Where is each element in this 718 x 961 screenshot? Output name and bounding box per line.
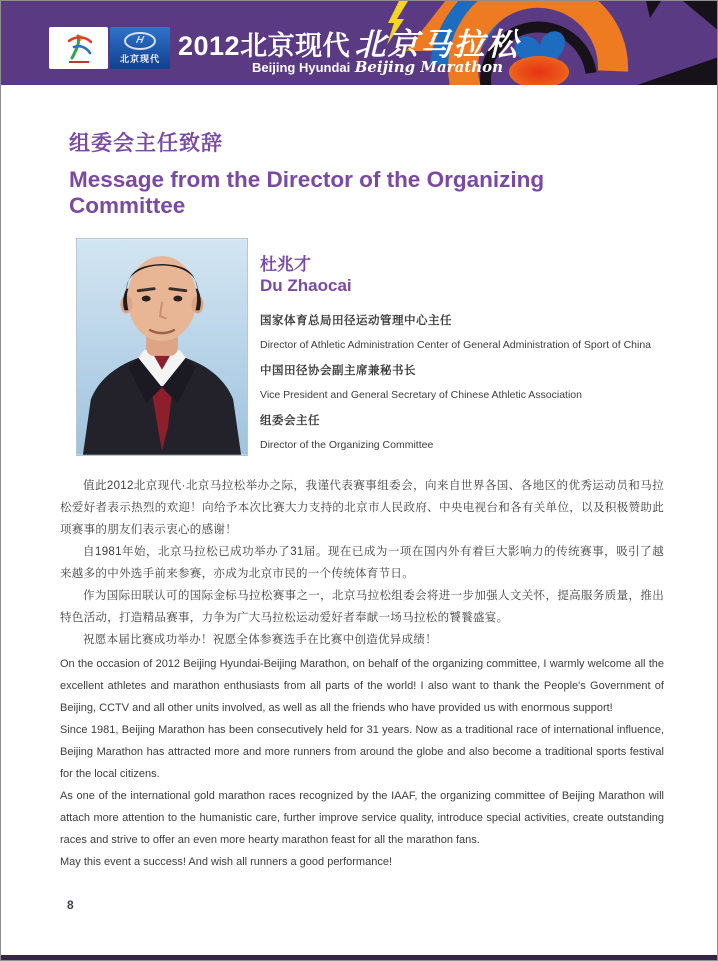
banner xyxy=(1,1,717,85)
event-subtitle-bold: Beijing Hyundai xyxy=(252,60,351,75)
hyundai-h-icon: H xyxy=(124,32,156,50)
paragraph: 值此2012北京现代·北京马拉松举办之际，我谨代表赛事组委会，向来自世界各国、各地区的优秀运动员和马拉松爱好者表示热烈的欢迎！向给予本次比赛大力支持的北京市人民政府、中央电视台和各有关单位，以及积极赞助此项赛事的朋友们表示衷心的感谢！ xyxy=(60,480,664,536)
director-name-english: Du Zhaocai xyxy=(260,276,352,295)
caa-athletics-figure-icon xyxy=(54,30,104,66)
paragraph: Since 1981, Beijing Marathon has been consecutively held for 31 years. Now as a traditional race of international influence, Beijing Marathon has attracted more and more runners from around the globe and also become a traditional sports festival for the local citizens. xyxy=(60,724,664,780)
heading-english: Message from the Director of the Organizing Committee xyxy=(69,167,545,218)
title-line: 中国田径协会副主席兼秘书长 xyxy=(260,365,416,377)
director-info xyxy=(260,238,651,462)
heading-chinese: 组委会主任致辞 xyxy=(69,132,223,155)
paragraph: 作为国际田联认可的国际金标马拉松赛事之一，北京马拉松组委会将进一步加强人文关怀，提高服务质量，推出特色活动，打造精品赛事，力争为广大马拉松运动爱好者奉献一场马拉松的饕餮盛宴。 xyxy=(60,590,664,624)
title-line: Vice President and General Secretary of Chinese Athletic Association xyxy=(260,389,582,401)
hyundai-logo-text: 北京现代 xyxy=(119,53,160,64)
message-english xyxy=(60,653,664,873)
message-chinese xyxy=(60,475,664,651)
caa-athletics-logo xyxy=(49,27,108,69)
title-line: Director of Athletic Administration Center of General Administration of Sport of China xyxy=(260,339,652,351)
director-portrait-photo xyxy=(76,238,248,456)
title-line: 组委会主任 xyxy=(260,415,320,427)
page-number: 8 xyxy=(67,898,74,912)
sponsor-logos xyxy=(49,27,170,69)
paragraph: 祝愿本届比赛成功举办！祝愿全体参赛选手在比赛中创造优异成绩！ xyxy=(83,634,437,646)
director-titles xyxy=(260,312,651,451)
title-line: Director of the Organizing Committee xyxy=(260,439,434,451)
event-title-main: 2012北京现代 xyxy=(178,31,351,61)
event-title-calligraphy: 北京马拉松 xyxy=(354,27,520,63)
paragraph: On the occasion of 2012 Beijing Hyundai-Beijing Marathon, on behalf of the organizing committee, I warmly welcome all the excellent athletes and marathon enthusiasts from all parts of the world! I also want to thank the People's Government of Beijing, CCTV and all other units involved, as well as all the friends who have provided us with enormous support! xyxy=(60,658,664,714)
hyundai-logo xyxy=(110,27,170,69)
paragraph: 自1981年始，北京马拉松已成功举办了31届。现在已成为一项在国内外有着巨大影响力的传统赛事，吸引了越来越多的中外选手前来参赛，亦成为北京市民的一个传统体育节日。 xyxy=(60,546,664,580)
title-line: 国家体育总局田径运动管理中心主任 xyxy=(260,315,452,327)
paragraph: May this event a success! And wish all runners a good performance! xyxy=(60,856,393,868)
footer-bar xyxy=(1,955,717,960)
paragraph: As one of the international gold marathon races recognized by the IAAF, the organizing committee of Beijing Marathon will attach more attention to the humanistic care, further improve service quality, introduce special activities, create outstanding races and strive to offer an even more hearty marathon feast for all the marathon fans. xyxy=(60,790,664,846)
director-name-chinese: 杜兆才 xyxy=(260,255,311,274)
event-subtitle-script: Beijing Marathon xyxy=(354,58,504,76)
section-heading xyxy=(69,127,629,219)
director-profile xyxy=(76,238,651,462)
event-subtitle xyxy=(252,58,503,77)
